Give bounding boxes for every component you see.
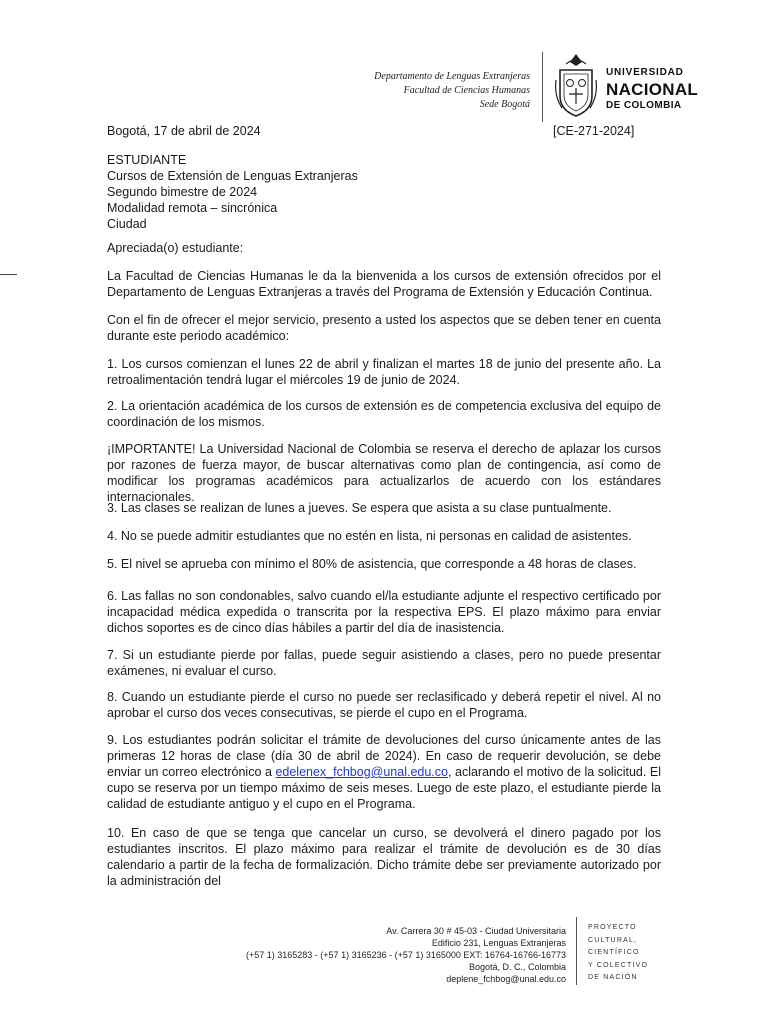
- recipient-block: [107, 152, 358, 232]
- paragraph-offer: Con el fin de ofrecer el mejor servicio, presento a usted los aspectos que se deben tener en cuenta durante este periodo académico:: [107, 313, 661, 343]
- department-name: Departamento de Lenguas Extranjeras: [374, 71, 530, 82]
- univ-line-2: NACIONAL: [606, 80, 699, 99]
- paragraph-item-5: 5. El nivel se aprueba con mínimo el 80% de asistencia, que corresponde a 48 horas de clases.: [107, 557, 637, 571]
- paragraph-item-6: 6. Las fallas no son condonables, salvo cuando el/la estudiante adjunte el respectivo certificado por incapacidad médica expedida o transcrita por la respectiva EPS. El plazo máximo para enviar dichos soportes es de cinco días hábiles a partir del día de inasistencia.: [107, 589, 661, 635]
- paragraph-intro: La Facultad de Ciencias Humanas le da la bienvenida a los cursos de extensión ofrecidos por el Departamento de Lenguas Extranjeras a través del Programa de Extensión y Educación Continua.: [107, 269, 661, 299]
- footer-slogan: [588, 922, 648, 985]
- recipient-line: Cursos de Extensión de Lenguas Extranjeras: [107, 169, 358, 183]
- paragraph-important: ¡IMPORTANTE! La Universidad Nacional de Colombia se reserva el derecho de aplazar los cursos por razones de fuerza mayor, de buscar alternativas como plan de contingencia, así como de modificar los programas académicos para actualizarlos de acuerdo con los estándares internacionales.: [107, 442, 661, 504]
- campus-name: Sede Bogotá: [479, 99, 530, 110]
- email-link[interactable]: edelenex_fchbog@unal.edu.co: [275, 765, 448, 779]
- paragraph-item-7: 7. Si un estudiante pierde por fallas, puede seguir asistiendo a clases, pero no puede presentar exámenes, ni evaluar el curso.: [107, 648, 661, 678]
- slogan-line: Y COLECTIVO: [588, 961, 649, 969]
- footer-email: deplene_fchbog@unal.edu.co: [446, 974, 566, 984]
- paragraph-item-9-text: 9. Los estudiantes podrán solicitar el trámite de devoluciones del curso únicamente antes de las primeras 12 horas de clase (día 30 de abril de 2024). En caso de requerir devolución, se debe enviar un correo electrónico a: [107, 733, 661, 779]
- slogan-line: PROYECTO: [588, 924, 637, 931]
- paragraph-item-3: 3. Las clases se realizan de lunes a jueves. Se espera que asista a su clase puntualmente.: [107, 501, 612, 515]
- faculty-name: Facultad de Ciencias Humanas: [403, 85, 530, 96]
- university-seal-icon: [552, 50, 600, 120]
- paragraph-item-8: 8. Cuando un estudiante pierde el curso no puede ser reclasificado y deberá repetir el nivel. Al no aprobar el curso dos veces consecutivas, se pierde el cupo en el Programa.: [107, 690, 661, 720]
- recipient-line: Segundo bimestre de 2024: [107, 185, 258, 199]
- slogan-line: CIENTÍFICO: [588, 949, 640, 956]
- university-logo-text: [606, 68, 698, 111]
- slogan-line: CULTURAL,: [588, 936, 638, 944]
- header-divider: [542, 52, 543, 122]
- paragraph-item-10: 10. En caso de que se tenga que cancelar un curso, se devolverá el dinero pagado por los estudiantes inscritos. El plazo máximo para realizar el trámite de devolución es de 30 días calendario a partir de la fecha de formalización. Dicho trámite debe ser previamente autorizado por la administración del: [107, 826, 661, 888]
- paragraph-item-2: 2. La orientación académica de los cursos de extensión es de competencia exclusiva del equipo de coordinación de los mismos.: [107, 399, 661, 429]
- footer-line: Bogotá, D. C., Colombia: [468, 962, 566, 972]
- recipient-line: ESTUDIANTE: [107, 153, 187, 167]
- univ-line-3: DE COLOMBIA: [606, 100, 682, 111]
- paragraph-item-4: 4. No se puede admitir estudiantes que no estén en lista, ni personas en calidad de asistentes.: [107, 529, 632, 543]
- recipient-line: Ciudad: [107, 217, 147, 231]
- recipient-line: Modalidad remota – sincrónica: [107, 201, 278, 215]
- footer-line: Edificio 231, Lenguas Extranjeras: [431, 938, 566, 948]
- letter-date: Bogotá, 17 de abril de 2024: [107, 124, 261, 138]
- reference-code: [CE-271-2024]: [553, 124, 635, 138]
- slogan-line: DE NACIÓN: [588, 974, 638, 981]
- footer-line: Av. Carrera 30 # 45-03 - Ciudad Universitaria: [386, 926, 566, 936]
- footer-line: (+57 1) 3165283 - (+57 1) 3165236 - (+57 1) 3165000 EXT: 16764-16766-16773: [246, 950, 566, 960]
- fold-mark: [0, 274, 17, 275]
- univ-line-1: UNIVERSIDAD: [606, 67, 684, 78]
- footer-address: [246, 925, 566, 985]
- paragraph-item-1: 1. Los cursos comienzan el lunes 22 de abril y finalizan el martes 18 de junio del presente año. La retroalimentación tendrá lugar el miércoles 19 de junio de 2024.: [107, 357, 661, 387]
- salutation: Apreciada(o) estudiante:: [107, 241, 244, 255]
- footer-divider: [576, 917, 577, 985]
- department-header: [374, 70, 530, 112]
- paragraph-item-9: [107, 732, 661, 812]
- paragraph-item-9-text-end: , aclarando el motivo de la solicitud. El cupo se reserva por un tiempo máximo de seis meses. Luego de este plazo, el estudiante pierde la calidad de estudiante antiguo y el cupo en el Programa.: [107, 765, 661, 811]
